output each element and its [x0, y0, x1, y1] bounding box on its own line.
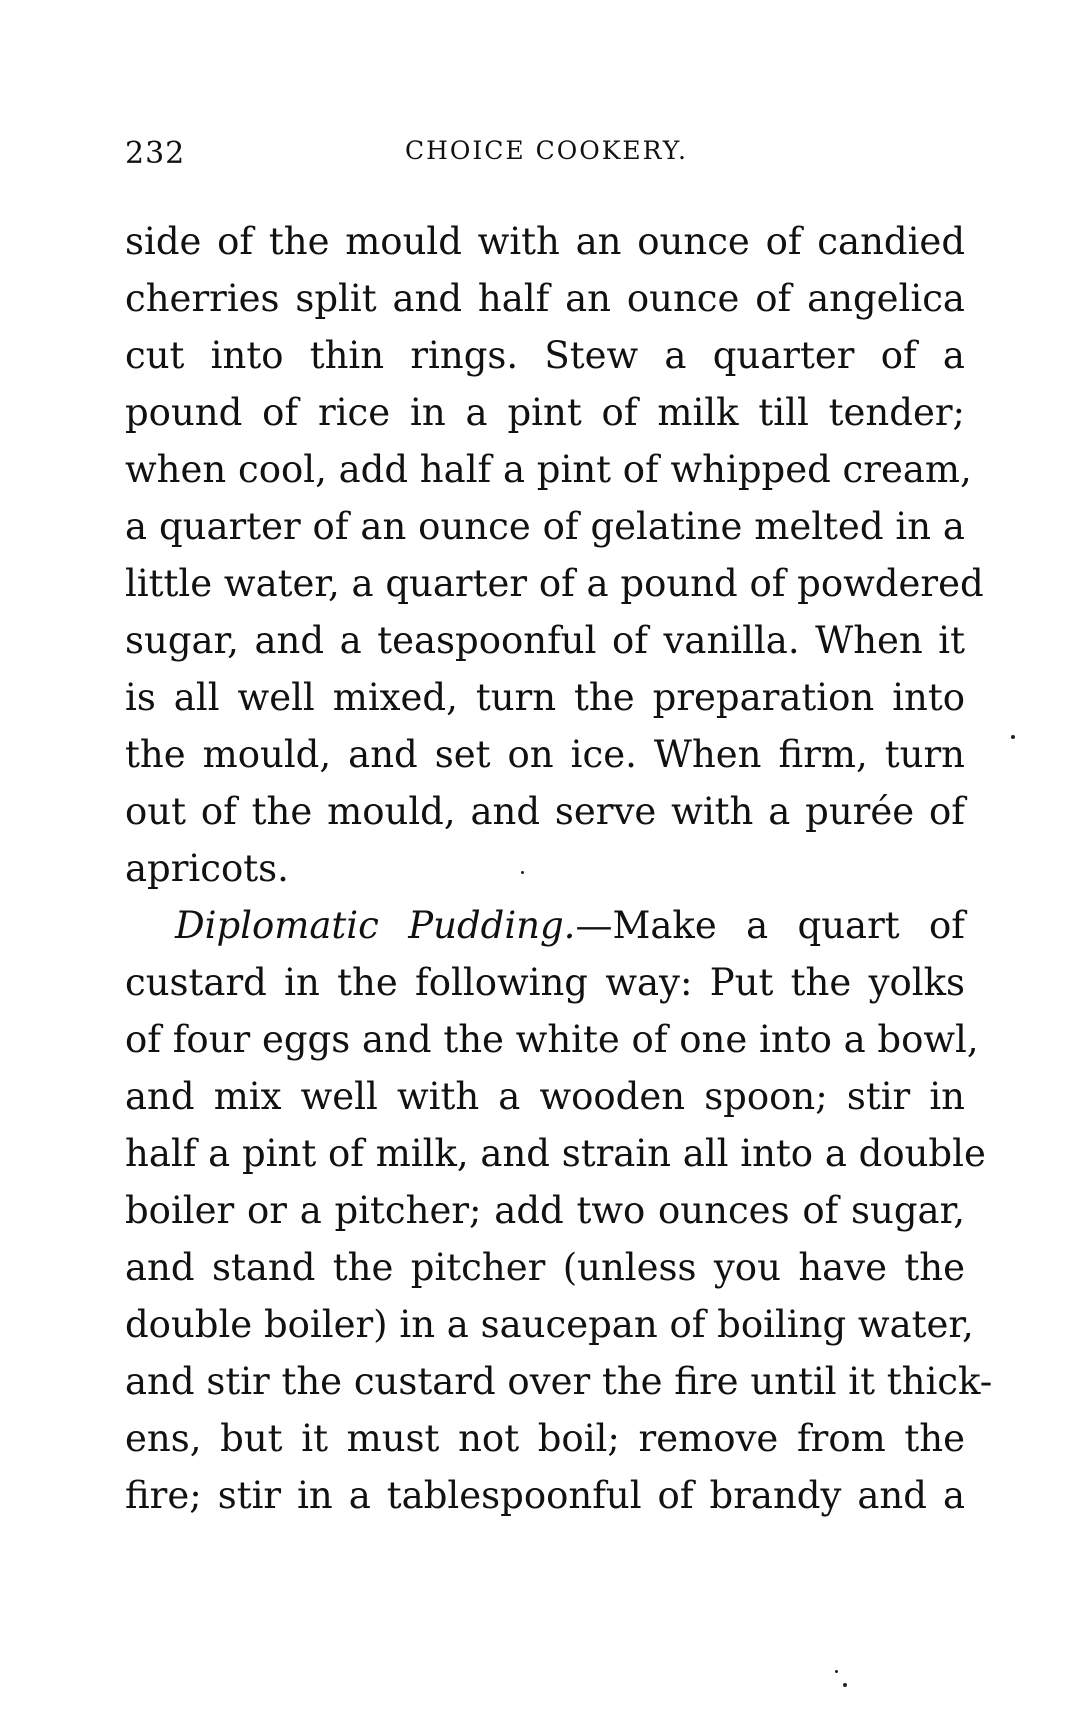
text-line: and stir the custard over the fire until it thick- [125, 1360, 993, 1403]
recipe-title: Diplomatic Pudding. [175, 904, 576, 947]
text-line: the mould, and set on ice. When firm, turn [125, 733, 965, 776]
text-line: of four eggs and the white of one into a bowl, [125, 1018, 979, 1061]
text-line: out of the mould, and serve with a purée of [125, 790, 965, 833]
body-text [125, 213, 993, 1524]
page-header [125, 136, 700, 176]
ink-speck [835, 1670, 838, 1673]
recipe-intro: —Make a quart of [575, 904, 965, 947]
text-line: is all well mixed, turn the preparation into [125, 676, 965, 719]
text-line: a quarter of an ounce of gelatine melted in a [125, 505, 965, 548]
text-line: ens, but it must not boil; remove from the [125, 1417, 965, 1460]
text-line: side of the mould with an ounce of candied [125, 220, 965, 263]
running-head: CHOICE COOKERY. [405, 136, 688, 165]
text-line: cut into thin rings. Stew a quarter of a [125, 334, 965, 377]
text-line: pound of rice in a pint of milk till tender; [125, 391, 965, 434]
paragraph-diplomatic-pudding [125, 897, 993, 1524]
text-line: apricots. [125, 847, 289, 890]
text-line: custard in the following way: Put the yolks [125, 961, 965, 1004]
ink-speck [521, 871, 524, 874]
text-line: little water, a quarter of a pound of powdered [125, 562, 984, 605]
text-line: half a pint of milk, and strain all into a double [125, 1132, 986, 1175]
text-line: and stand the pitcher (unless you have the [125, 1246, 965, 1289]
text-line: sugar, and a teaspoonful of vanilla. When it [125, 619, 965, 662]
text-line-with-title [125, 897, 965, 954]
text-line: when cool, add half a pint of whipped cream, [125, 448, 972, 491]
ink-speck [843, 1683, 847, 1687]
text-line: double boiler) in a saucepan of boiling water, [125, 1303, 974, 1346]
ink-speck [1011, 735, 1015, 739]
paragraph-rice-mould [125, 213, 984, 897]
text-line: fire; stir in a tablespoonful of brandy and a [125, 1474, 965, 1517]
text-line: and mix well with a wooden spoon; stir in [125, 1075, 965, 1118]
text-line: boiler or a pitcher; add two ounces of sugar, [125, 1189, 965, 1232]
page-number: 232 [125, 136, 186, 171]
text-line: cherries split and half an ounce of angelica [125, 277, 965, 320]
